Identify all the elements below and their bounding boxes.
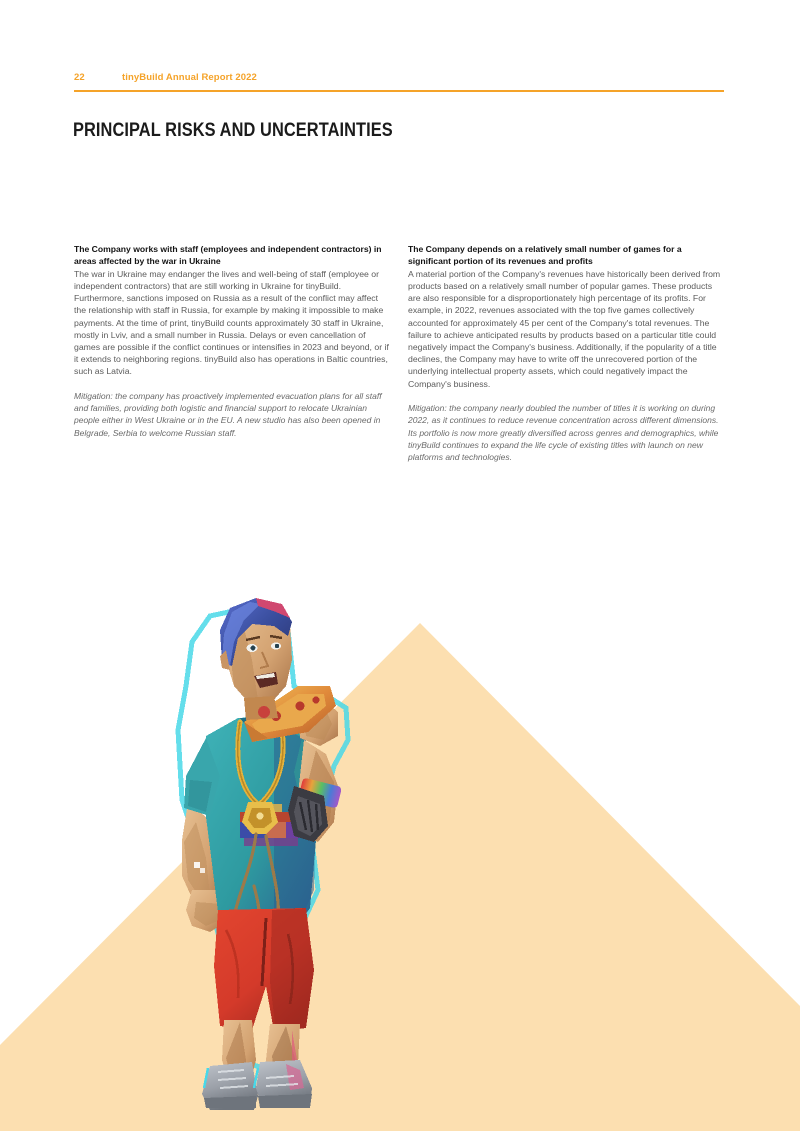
risk-body-text: A material portion of the Company's revenues have historically been derived from products based on a relatively small number of popular games. These products are also responsible for a disproportionately high percentage of its profits. For example, in 2022, revenues associated with the top five games collectively accounted for approximately 45 per cent of the Company's total revenues. The failure to achieve anticipated results by products based on a particular title could negatively impact the Company's business. Additionally, if the popularity of a title declines, the Company may have to write off the unrecovered portion of the underlying intellectual property assets, which could negatively impact the Company's business. [408,268,721,389]
risk-heading: The Company works with staff (employees and independent contractors) in areas affected by the war in Ukraine [74,244,382,267]
background-triangle [0,580,800,1131]
risk-mitigation-text: Mitigation: the company has proactively implemented evacuation plans for all staff and families, providing both logistic and financial support to relocate Ukrainian people either in West Ukraine or in the EU. A new studio has also been opened in Belgrade, Serbia to welcome Russian staff. [74,391,382,438]
risk-mitigation-text: Mitigation: the company nearly doubled the number of titles it is working on during 2022, as it continues to reduce revenue concentration across different dimensions. Its portfolio is now more greatly diversified across genres and demographics, while tinyBuild continues to expand the life cycle of existing titles with launch on new platforms and technologies. [408,403,719,463]
running-header [74,72,724,83]
risk-body-text: The war in Ukraine may endanger the lives and well-being of staff (employee or independent contractors) that are still working in Ukraine for tinyBuild. Furthermore, sanctions imposed on Russia as a result of the conflict may affect the relationship with staff in Russia, for example by making it impossible to make payments. At the time of print, tinyBuild counts approximately 30 staff in Ukraine, mostly in Lviv, and a small number in Russia. Delays or even cancellation of games are possible if the conflict continues or intensifies in 2023 and beyond, or if it extends to neighboring regions. tinyBuild also has operations in Baltic countries, such as Latvia. [74,268,389,377]
risk-column-right [408,243,724,463]
page-title: PRINCIPAL RISKS AND UNCERTAINTIES [73,119,393,142]
header-divider-rule [74,90,724,92]
shoe-left [202,1062,258,1110]
page-number: 22 [74,72,85,83]
shoe-right [254,1060,312,1108]
illustration-area [0,580,800,1131]
pixel-art-character-eating-pizza [148,590,368,1110]
risk-column-left [74,243,390,463]
report-title: tinyBuild Annual Report 2022 [122,72,257,83]
two-column-body [74,243,724,463]
character-artwork [148,590,368,1110]
risk-heading: The Company depends on a relatively small number of games for a significant portion of its revenues and profits [408,244,682,267]
